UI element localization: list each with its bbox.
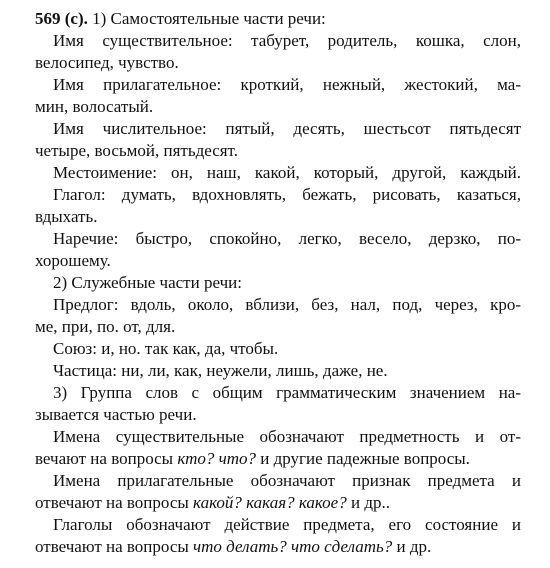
text-line: велосипед, чувство. xyxy=(35,53,179,72)
exercise-number: 569 (с). xyxy=(35,9,88,28)
text-line: Наречие: быстро, спокойно, легко, весело, дерзко, по- xyxy=(53,229,521,248)
text-line xyxy=(53,514,521,536)
part-2-intro: 2) Служебные части речи: xyxy=(53,273,242,292)
text-line: мин, волосатый. xyxy=(35,97,154,116)
text-fragment: Глаголы обозначают действие предмета, его состояние и xyxy=(53,515,521,534)
text-line: Частица: ни, ли, как, неужели, лишь, даже, не. xyxy=(53,361,388,380)
text-fragment: и др.. xyxy=(346,493,390,512)
text-fragment: и другие падежные вопросы. xyxy=(256,449,470,468)
text-line: Имя прилагательное: кроткий, нежный, жестокий, ма- xyxy=(53,75,521,94)
text-line: Союз: и, но. так как, да, чтобы. xyxy=(53,339,279,358)
part-1-intro: 1) Самостоятельные части речи: xyxy=(92,9,326,28)
text-line xyxy=(35,448,470,470)
italic-question: что делать? что сделать? xyxy=(193,537,393,556)
exercise-heading xyxy=(35,8,326,30)
text-fragment: и др. xyxy=(392,537,432,556)
text-line: Имя существительное: табурет, родитель, кошка, слон, xyxy=(53,31,521,50)
text-line: четыре, восьмой, пятьдесят. xyxy=(35,141,238,160)
text-line: Глагол: думать, вдохновлять, бежать, рисовать, казаться, xyxy=(53,185,521,204)
text-line: Местоимение: он, наш, какой, который, другой, каждый. xyxy=(53,163,521,182)
text-line xyxy=(35,536,431,558)
text-line: Имена прилагательные обозначают признак предмета и xyxy=(53,471,521,490)
text-fragment: отвечают на вопросы xyxy=(35,537,194,556)
text-line xyxy=(35,492,390,514)
text-line: зывается частью речи. xyxy=(35,405,197,424)
text-line: Имена существительные обозначают предметность и от- xyxy=(53,427,521,446)
text-fragment: отвечают на вопросы xyxy=(35,493,194,512)
part-3-intro: 3) Группа слов с общим грамматическим значением на- xyxy=(53,383,521,402)
text-line: ме, при, по. от, для. xyxy=(35,317,176,336)
italic-question: какой? какая? какое? xyxy=(193,493,347,512)
text-line: хорошему. xyxy=(35,251,111,270)
text-line: Предлог: вдоль, около, вблизи, без, нал, под, через, кро- xyxy=(53,295,521,314)
text-fragment: вечают на вопросы xyxy=(35,449,178,468)
italic-question: кто? что? xyxy=(177,449,256,468)
text-line: Имя числительное: пятый, десять, шестьсот пятьдесят xyxy=(53,119,521,138)
text-line: вдыхать. xyxy=(35,207,98,226)
